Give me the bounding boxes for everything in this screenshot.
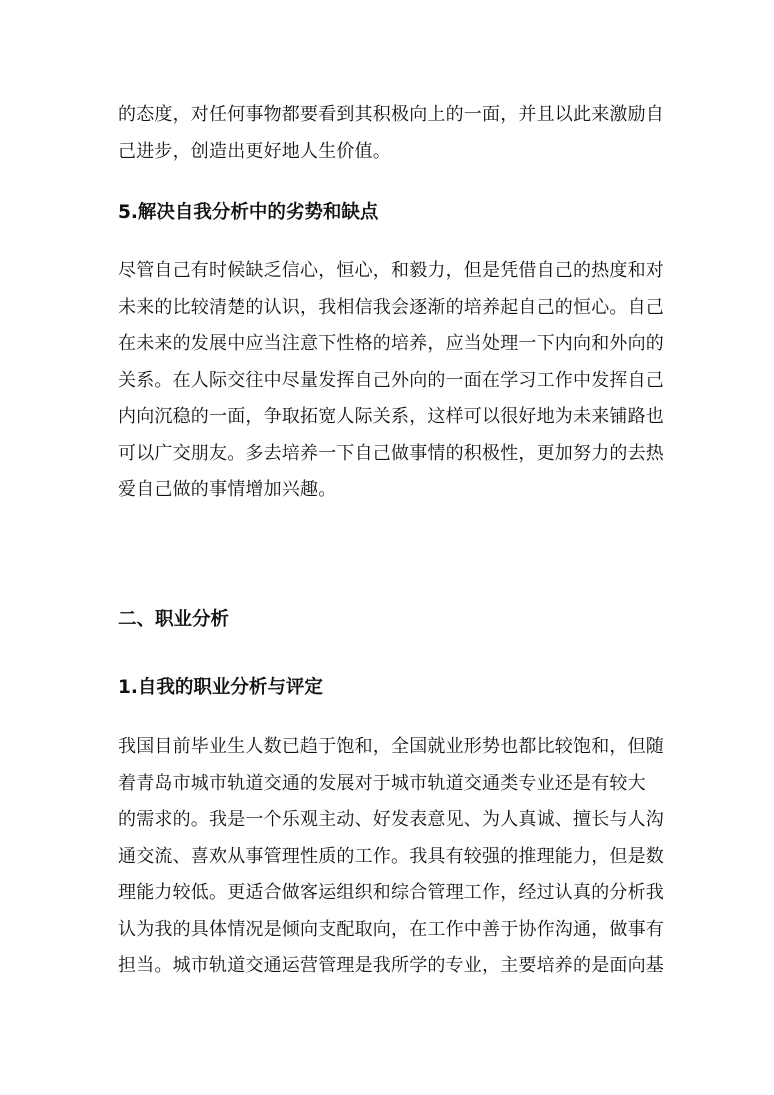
text-line: 可以广交朋友。多去培养一下自己做事情的积极性，更加努力的去热 <box>118 442 664 464</box>
section-5-paragraph <box>118 253 664 509</box>
section-5-heading: 5.解决自我分析中的劣势和缺点 <box>118 202 379 223</box>
section-1-heading: 1.自我的职业分析与评定 <box>118 677 323 698</box>
text-line: 的需求的。我是一个乐观主动、好发表意见、为人真诚、擅长与人沟 <box>118 809 664 830</box>
text-line: 内向沉稳的一面，争取拓宽人际关系，这样可以很好地为未来铺路也 <box>118 406 664 427</box>
text-line: 爱自己做的事情增加兴趣。 <box>118 479 337 500</box>
text-line: 在未来的发展中应当注意下性格的培养，应当处理一下内向和外向的 <box>118 333 664 354</box>
section-1-paragraph <box>118 729 664 985</box>
text-line: 关系。在人际交往中尽量发挥自己外向的一面在学习工作中发挥自己 <box>118 369 664 391</box>
intro-paragraph <box>118 97 664 170</box>
text-line: 理能力较低。更适合做客运组织和综合管理工作，经过认真的分析我 <box>118 882 664 903</box>
text-line: 我国目前毕业生人数已趋于饱和，全国就业形势也都比较饱和，但随 <box>118 736 664 757</box>
text-line: 的态度，对任何事物都要看到其积极向上的一面，并且以此来激励自 <box>118 104 664 125</box>
text-line: 尽管自己有时候缺乏信心，恒心，和毅力，但是凭借自己的热度和对 <box>118 260 664 281</box>
text-line: 通交流、喜欢从事管理性质的工作。我具有较强的推理能力，但是数 <box>118 845 664 867</box>
text-line: 担当。城市轨道交通运营管理是我所学的专业，主要培养的是面向基 <box>118 955 664 976</box>
chapter-2-heading: 二、职业分析 <box>118 609 230 630</box>
text-line: 未来的比较清楚的认识，我相信我会逐渐的培养起自己的恒心。自己 <box>118 296 664 318</box>
text-line: 认为我的具体情况是倾向支配取向，在工作中善于协作沟通，做事有 <box>118 918 664 940</box>
text-line: 着青岛市城市轨道交通的发展对于城市轨道交通类专业还是有较大 <box>118 772 646 794</box>
text-line: 己进步，创造出更好地人生价值。 <box>118 140 391 162</box>
